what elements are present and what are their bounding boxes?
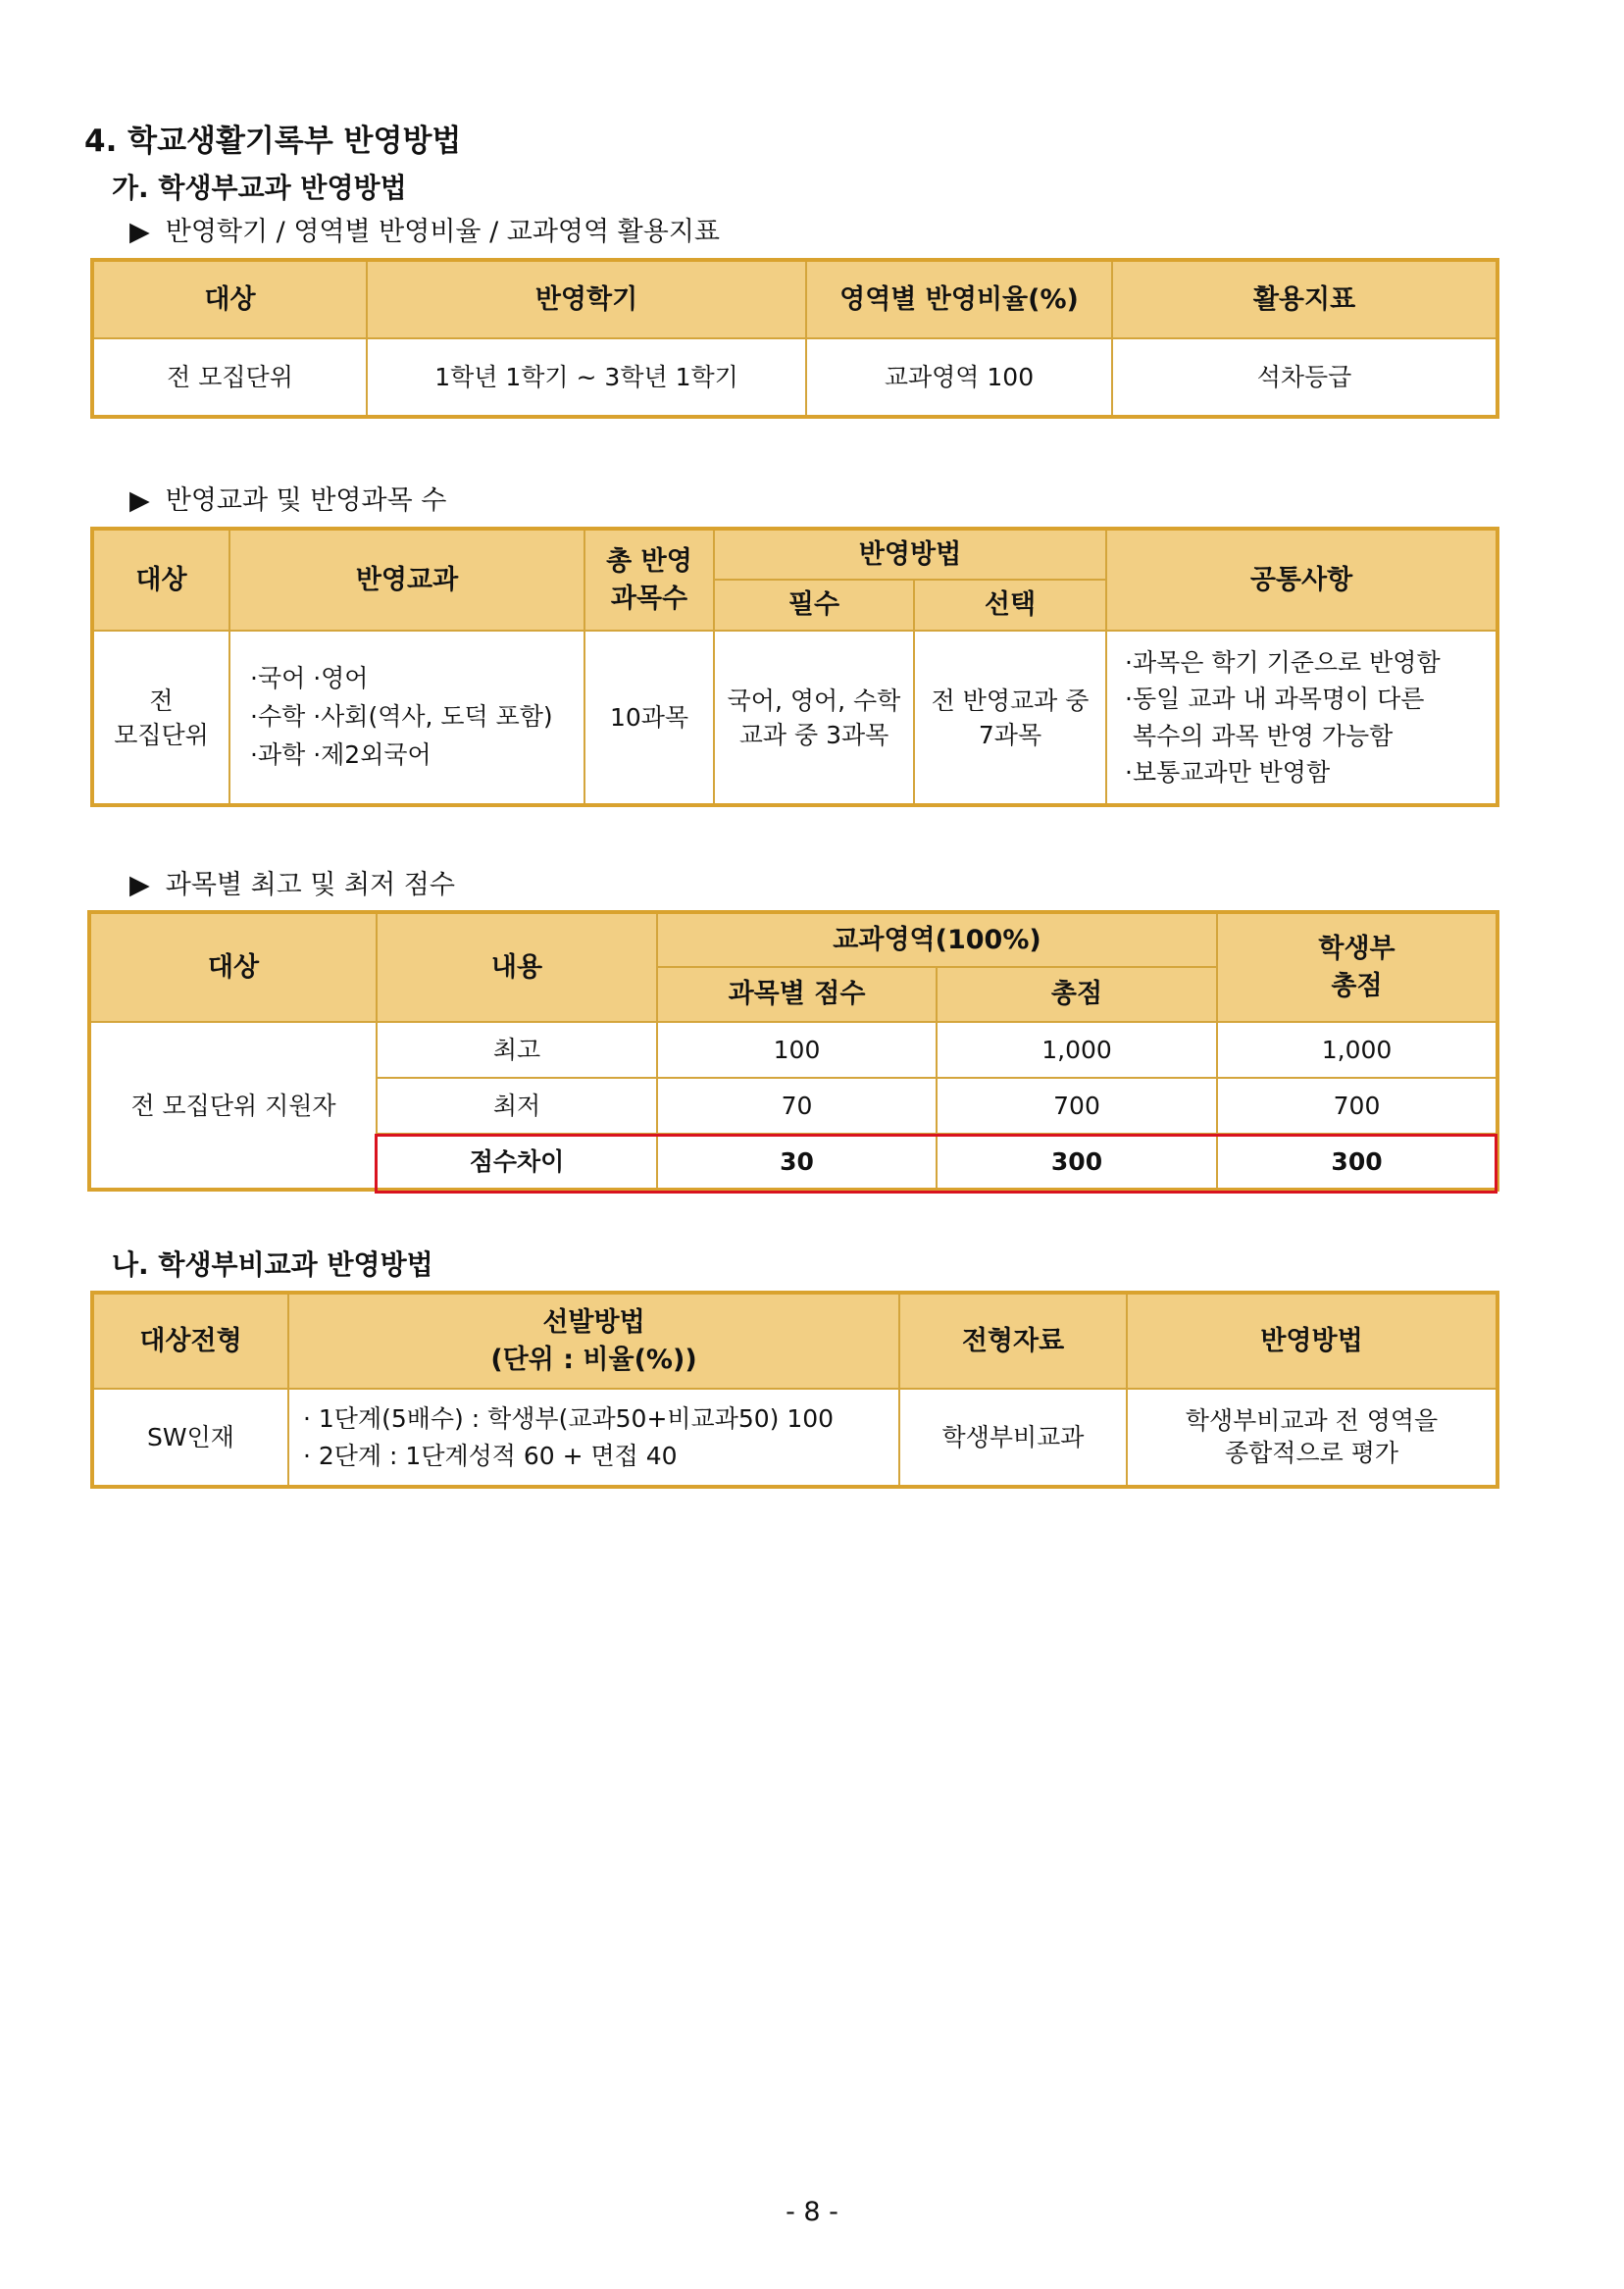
- header-target: 대상: [92, 260, 367, 338]
- triangle-bullet-icon: ▶: [129, 485, 150, 516]
- row-label: 최저: [377, 1078, 657, 1134]
- elective-line1: 전 반영교과 중: [931, 686, 1090, 715]
- cell-record: 300: [1217, 1134, 1497, 1190]
- selection-stage1: · 1단계(5배수) : 학생부(교과50+비교과50) 100: [303, 1404, 835, 1433]
- method-line1: 학생부비교과 전 영역을: [1185, 1406, 1439, 1435]
- common-line: ·동일 교과 내 과목명이 다른: [1125, 685, 1425, 713]
- header-total: 총점: [937, 967, 1217, 1022]
- row-label: 점수차이: [377, 1134, 657, 1190]
- method-line2: 종합적으로 평가: [1225, 1438, 1398, 1467]
- header-target: 대상: [92, 529, 229, 631]
- header-total-subjects: [584, 529, 714, 631]
- cell-subjects: [229, 631, 584, 805]
- header-subjects: 반영교과: [229, 529, 584, 631]
- selection-stage2: · 2단계 : 1단계성적 60 + 면접 40: [303, 1441, 678, 1470]
- table2-caption: [129, 479, 446, 517]
- cell-subject-score: 30: [657, 1134, 937, 1190]
- table3-caption-text: 과목별 최고 및 최저 점수: [165, 870, 455, 900]
- subjects-line: ·국어 ·영어: [250, 664, 369, 693]
- cell-required: [714, 631, 914, 805]
- page-number: - 8 -: [786, 2197, 838, 2227]
- header-total-line2: 과목수: [610, 583, 688, 614]
- header-record-total: [1217, 912, 1497, 1022]
- common-line: ·과목은 학기 기준으로 반영함: [1125, 647, 1441, 677]
- elective-line2: 7과목: [978, 720, 1042, 749]
- header-subject-score: 과목별 점수: [657, 967, 937, 1022]
- header-indicator: 활용지표: [1112, 260, 1497, 338]
- row-label: 최고: [377, 1022, 657, 1078]
- subsection-b-title: 나. 학생부비교과 반영방법: [112, 1248, 433, 1281]
- header-method: 반영방법: [714, 529, 1106, 580]
- cell-record: 700: [1217, 1078, 1497, 1134]
- table1-caption: [129, 210, 720, 248]
- header-selection: [288, 1293, 899, 1389]
- header-content: 내용: [377, 912, 657, 1022]
- triangle-bullet-icon: ▶: [129, 217, 150, 247]
- cell-total: 1,000: [937, 1022, 1217, 1078]
- section-title: 4. 학교생활기록부 반영방법: [84, 124, 462, 159]
- common-line: ·보통교과만 반영함: [1125, 758, 1331, 787]
- target-line2: 모집단위: [114, 720, 209, 749]
- header-common: 공통사항: [1106, 529, 1497, 631]
- cell-record: 1,000: [1217, 1022, 1497, 1078]
- header-record-line2: 총점: [1331, 970, 1383, 1001]
- subjects-line: ·수학 ·사회(역사, 도덕 포함): [250, 702, 553, 732]
- header-semester: 반영학기: [367, 260, 806, 338]
- subjects-line: ·과학 ·제2외국어: [250, 739, 431, 769]
- cell-common: [1106, 631, 1497, 805]
- cell-data: 학생부비교과: [899, 1389, 1127, 1487]
- header-subject-area: 교과영역(100%): [657, 912, 1217, 967]
- cell-elective: [914, 631, 1106, 805]
- required-line1: 국어, 영어, 수학: [727, 686, 901, 715]
- header-selection-line2: (단위 : 비율(%)): [490, 1344, 697, 1375]
- header-record-line1: 학생부: [1318, 933, 1396, 964]
- header-type: 대상전형: [92, 1293, 288, 1389]
- cell-total: 300: [937, 1134, 1217, 1190]
- subsection-a-title: 가. 학생부교과 반영방법: [112, 172, 407, 204]
- cell-ratio: 교과영역 100: [806, 338, 1112, 417]
- common-line: 복수의 과목 반영 가능함: [1125, 721, 1394, 750]
- required-line2: 교과 중 3과목: [738, 720, 889, 749]
- score-difference-highlight: [375, 1134, 1497, 1194]
- cell-indicator: 석차등급: [1112, 338, 1497, 417]
- header-required: 필수: [714, 580, 914, 631]
- header-selection-line1: 선발방법: [542, 1306, 645, 1338]
- cell-subject-score: 100: [657, 1022, 937, 1078]
- table3-caption: [129, 863, 455, 901]
- non-subject-table: [90, 1291, 1499, 1489]
- cell-method: [1127, 1389, 1497, 1487]
- target-line1: 전: [149, 686, 174, 715]
- header-elective: 선택: [914, 580, 1106, 631]
- cell-target: 전 모집단위: [92, 338, 367, 417]
- header-method: 반영방법: [1127, 1293, 1497, 1389]
- cell-total: 700: [937, 1078, 1217, 1134]
- subjects-table: [90, 527, 1499, 807]
- header-ratio: 영역별 반영비율(%): [806, 260, 1112, 338]
- cell-total: 10과목: [584, 631, 714, 805]
- cell-target: [92, 631, 229, 805]
- cell-type: SW인재: [92, 1389, 288, 1487]
- header-data: 전형자료: [899, 1293, 1127, 1389]
- semester-ratio-table: [90, 258, 1499, 419]
- header-total-line1: 총 반영: [606, 545, 692, 577]
- cell-subject-score: 70: [657, 1078, 937, 1134]
- cell-semester: 1학년 1학기 ~ 3학년 1학기: [367, 338, 806, 417]
- table1-caption-text: 반영학기 / 영역별 반영비율 / 교과영역 활용지표: [165, 217, 721, 247]
- table2-caption-text: 반영교과 및 반영과목 수: [165, 485, 447, 516]
- cell-target: 전 모집단위 지원자: [89, 1022, 377, 1190]
- header-target: 대상: [89, 912, 377, 1022]
- cell-selection: [288, 1389, 899, 1487]
- triangle-bullet-icon: ▶: [129, 870, 150, 900]
